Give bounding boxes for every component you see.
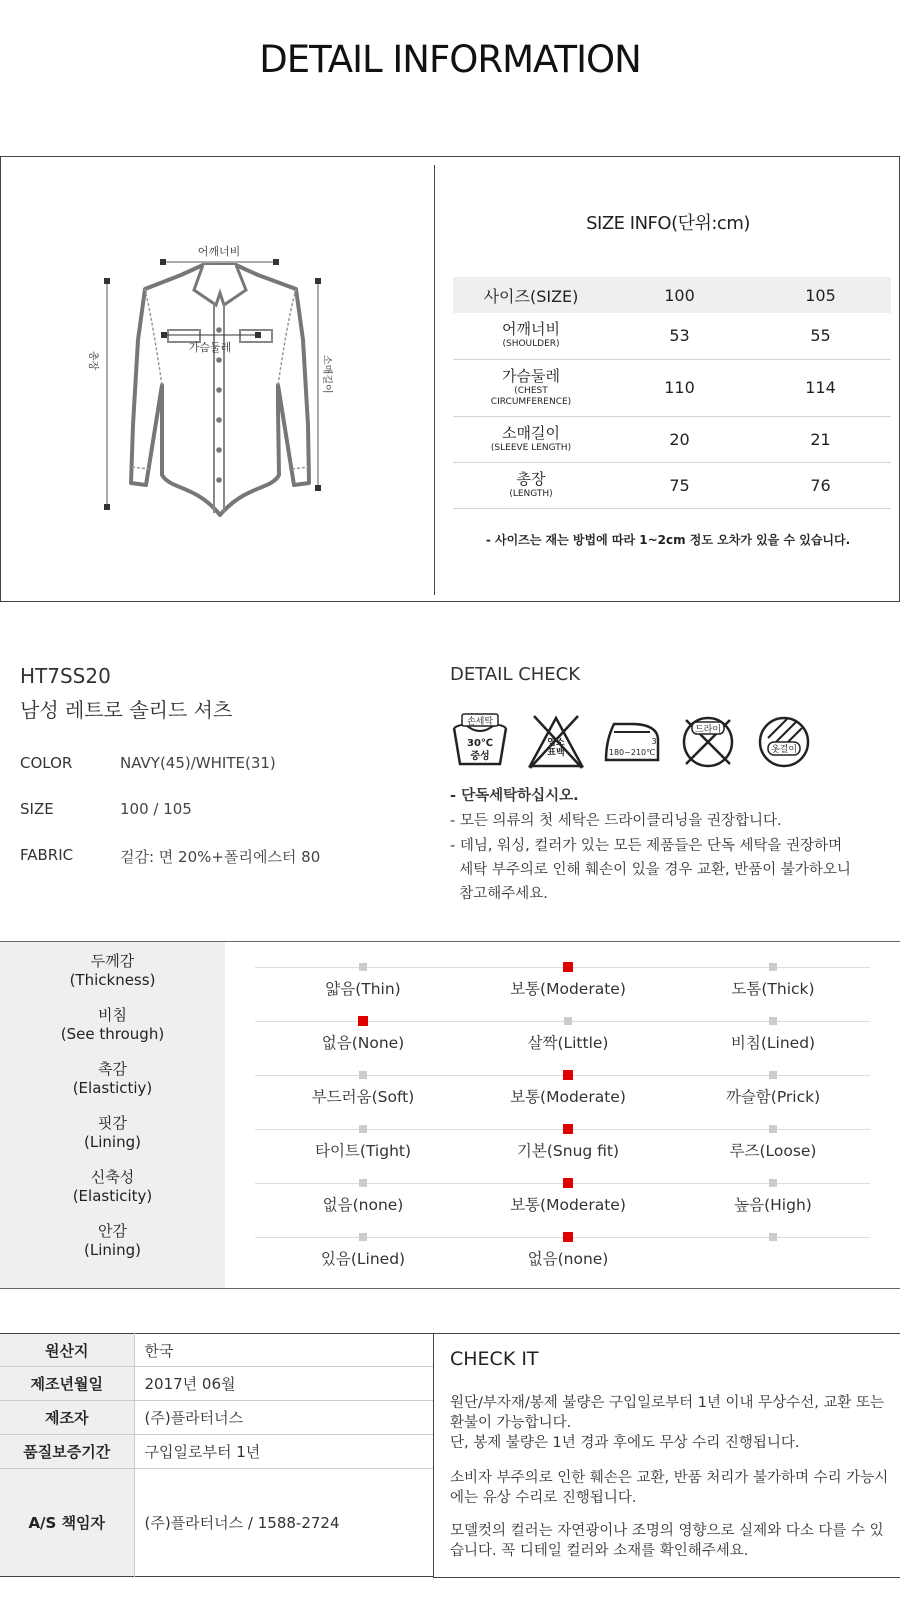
- attribute-label: [0, 1114, 225, 1152]
- attribute-name: 신축성: [90, 1168, 135, 1186]
- care-note: - 단독세탁하십시오.: [450, 788, 579, 804]
- check-it-title: CHECK IT: [450, 1348, 539, 1370]
- attribute-scale-line: [255, 1021, 870, 1022]
- size-value: 53: [609, 313, 750, 359]
- care-note: 참고해주세요.: [450, 886, 548, 902]
- attribute-name: 촉감: [98, 1060, 127, 1078]
- dry-icon-text: 드라이: [694, 725, 722, 735]
- spec-label-size: SIZE: [20, 800, 54, 818]
- spec-value-size: 100 / 105: [120, 800, 192, 818]
- attribute-option: 보통(Moderate): [510, 980, 626, 998]
- info-key: 제조년월일: [0, 1367, 134, 1401]
- attribute-option: 있음(Lined): [320, 1250, 406, 1268]
- attribute-option: 까슬함(Prick): [725, 1088, 821, 1106]
- size-value: 76: [750, 462, 891, 508]
- size-header-105: 105: [750, 277, 891, 313]
- shirt-diagram: [87, 245, 346, 535]
- care-note: 세탁 부주의로 인해 훼손이 있을 경우 교환, 반품이 불가하오니: [450, 862, 851, 878]
- attribute-label: [0, 1168, 225, 1206]
- info-key: 원산지: [0, 1334, 134, 1367]
- attribute-marker: [769, 1017, 777, 1025]
- attribute-name: 비침: [98, 1006, 127, 1024]
- care-note: - 데님, 워싱, 컬러가 있는 모든 제품들은 단독 세탁을 권장하며: [450, 838, 843, 854]
- attribute-option: 얇음(Thin): [325, 980, 401, 998]
- size-table: [453, 277, 891, 509]
- attribute-option: 부드러움(Soft): [311, 1088, 415, 1106]
- size-header-label: 사이즈(SIZE): [453, 277, 609, 313]
- size-value: 21: [750, 416, 891, 462]
- row-label: 총장: [516, 469, 546, 488]
- product-code: HT7SS20: [20, 664, 111, 688]
- size-row-sleeve: [453, 416, 891, 462]
- attribute-label: [0, 1222, 225, 1260]
- attribute-name: 안감: [98, 1222, 127, 1240]
- attribute-option: 도톰(Thick): [731, 980, 815, 998]
- size-row-length: [453, 462, 891, 508]
- attribute-selected-marker: [358, 1016, 368, 1026]
- row-sublabel: (SLEEVE LENGTH): [490, 442, 572, 453]
- attribute-marker: [564, 1017, 572, 1025]
- info-key: 품질보증기간: [0, 1435, 134, 1469]
- iron-icon: [602, 712, 664, 772]
- attribute-english-name: (See through): [60, 1025, 165, 1043]
- info-row: [0, 1334, 433, 1367]
- attribute-label: [0, 952, 225, 990]
- shoulder-label: 어깨너비: [197, 245, 241, 258]
- length-label: 총장: [87, 351, 98, 371]
- row-sublabel: CIRCUMFERENCE): [490, 396, 572, 407]
- care-note: - 모든 의류의 첫 세탁은 드라이클리닝을 권장합니다.: [450, 813, 782, 829]
- page-title: DETAIL INFORMATION: [259, 38, 641, 81]
- attribute-english-name: (Lining): [84, 1241, 141, 1259]
- info-value: 구입일로부터 1년: [134, 1435, 433, 1469]
- attribute-option: 타이트(Tight): [314, 1142, 412, 1160]
- attribute-english-name: (Elasticity): [72, 1187, 153, 1205]
- wash-icon-top: 손세탁: [466, 717, 494, 727]
- info-row: [0, 1469, 433, 1577]
- attribute-option: 기본(Snug fit): [516, 1142, 620, 1160]
- check-it-border: [433, 1333, 900, 1334]
- size-row-shoulder: [453, 313, 891, 359]
- attribute-selected-marker: [563, 962, 573, 972]
- detail-check-title: DETAIL CHECK: [450, 664, 581, 685]
- attribute-option: 없음(None): [321, 1034, 405, 1052]
- info-key: A/S 책임자: [0, 1469, 134, 1577]
- attribute-option: 높음(High): [734, 1196, 812, 1214]
- attribute-marker: [359, 1071, 367, 1079]
- no-dry-clean-icon: [678, 712, 738, 772]
- attribute-english-name: (Lining): [84, 1133, 141, 1151]
- row-sublabel: (CHEST: [514, 385, 548, 396]
- spec-label-fabric: FABRIC: [20, 846, 74, 864]
- chest-label: 가슴둘레: [188, 341, 232, 354]
- info-row: [0, 1401, 433, 1435]
- attribute-marker: [769, 1125, 777, 1133]
- attribute-selected-marker: [563, 1232, 573, 1242]
- size-value: 114: [750, 359, 891, 416]
- product-info-table: [0, 1333, 433, 1577]
- attribute-option: 루즈(Loose): [729, 1142, 817, 1160]
- spec-value-fabric: 겉감: 면 20%+폴리에스터 80: [120, 848, 321, 866]
- care-icons: [450, 712, 830, 774]
- attribute-marker: [769, 1071, 777, 1079]
- attribute-option: 살짝(Little): [527, 1034, 609, 1052]
- info-value: (주)플라터너스: [134, 1401, 433, 1435]
- info-value: 한국: [134, 1334, 433, 1367]
- attribute-marker: [359, 1125, 367, 1133]
- attribute-english-name: (Thickness): [69, 971, 156, 989]
- iron-icon-temp: 180~210℃: [608, 748, 656, 757]
- spec-label-color: COLOR: [20, 754, 73, 772]
- size-info-title: SIZE INFO(단위:cm): [586, 213, 750, 234]
- attribute-marker: [359, 963, 367, 971]
- check-it-paragraph: 모델컷의 컬러는 자연광이나 조명의 영향으로 실제와 다소 다를 수 있습니다. 꼭 디테일 컬러와 소재를 확인해주세요.: [450, 1523, 884, 1559]
- attribute-marker: [359, 1233, 367, 1241]
- attribute-label: [0, 1006, 225, 1044]
- attribute-selected-marker: [563, 1178, 573, 1188]
- info-value: (주)플라터너스 / 1588-2724: [144, 1514, 340, 1532]
- bottom-divider: [433, 1333, 434, 1578]
- check-it-border: [433, 1577, 900, 1578]
- row-label: 어깨너비: [502, 320, 560, 339]
- attribute-marker: [769, 963, 777, 971]
- row-label: 가슴둘레: [502, 366, 560, 385]
- wash-icon-bottom: 중성: [470, 751, 490, 762]
- hanger-dry-icon: [754, 712, 814, 772]
- size-note: - 사이즈는 재는 방법에 따라 1~2cm 정도 오차가 있을 수 있습니다.: [485, 533, 851, 547]
- size-info-panel: [0, 156, 900, 602]
- check-it-paragraph: 소비자 부주의로 인한 훼손은 교환, 반품 처리가 불가하며 수리 가능시에는 유상 수리로 진행됩니다.: [450, 1470, 889, 1506]
- iron-icon-num: 3: [651, 737, 657, 746]
- info-row: [0, 1367, 433, 1401]
- info-key: 제조자: [0, 1401, 134, 1435]
- attribute-name: 두께감: [90, 952, 135, 970]
- attribute-label: [0, 1060, 225, 1098]
- attribute-marker: [769, 1179, 777, 1187]
- info-row: [0, 1435, 433, 1469]
- hand-wash-icon: [450, 712, 510, 772]
- attribute-selected-marker: [563, 1070, 573, 1080]
- bleach-icon-text: 염소 표백: [547, 738, 565, 758]
- attribute-marker: [359, 1179, 367, 1187]
- size-value: 75: [609, 462, 750, 508]
- attribute-option: 비침(Lined): [730, 1034, 816, 1052]
- wash-icon-temp: 30℃: [466, 738, 494, 749]
- check-it-paragraph: 원단/부자재/봉제 불량은 구입일로부터 1년 이내 무상수선, 교환 또는 환불이 가능합니다. 단, 봉제 불량은 1년 경과 후에도 무상 수리 진행됩니다.: [450, 1395, 885, 1451]
- spec-value-color: NAVY(45)/WHITE(31): [120, 754, 276, 772]
- size-value: 20: [609, 416, 750, 462]
- product-name: 남성 레트로 솔리드 셔츠: [20, 698, 233, 722]
- attribute-option: 보통(Moderate): [510, 1088, 626, 1106]
- size-row-chest: [453, 359, 891, 416]
- attribute-english-name: (Elastictiy): [72, 1079, 153, 1097]
- info-value: 2017년 06월: [134, 1367, 433, 1401]
- attribute-marker: [769, 1233, 777, 1241]
- size-value: 110: [609, 359, 750, 416]
- size-table-header: [453, 277, 891, 313]
- attribute-option: 보통(Moderate): [510, 1196, 626, 1214]
- attribute-option: 없음(none): [322, 1196, 404, 1214]
- attribute-option: 없음(none): [527, 1250, 609, 1268]
- hang-icon-text: 옷걸이: [770, 745, 798, 755]
- size-header-100: 100: [609, 277, 750, 313]
- attribute-name: 핏감: [98, 1114, 127, 1132]
- row-sublabel: (SHOULDER): [502, 339, 560, 350]
- row-sublabel: (LENGTH): [509, 488, 553, 499]
- sleeve-label: 소매길이: [321, 355, 332, 394]
- fabric-attributes: [0, 941, 900, 1289]
- row-label: 소매길이: [502, 423, 560, 442]
- attribute-selected-marker: [563, 1124, 573, 1134]
- no-bleach-icon: [526, 712, 586, 772]
- size-value: 55: [750, 313, 891, 359]
